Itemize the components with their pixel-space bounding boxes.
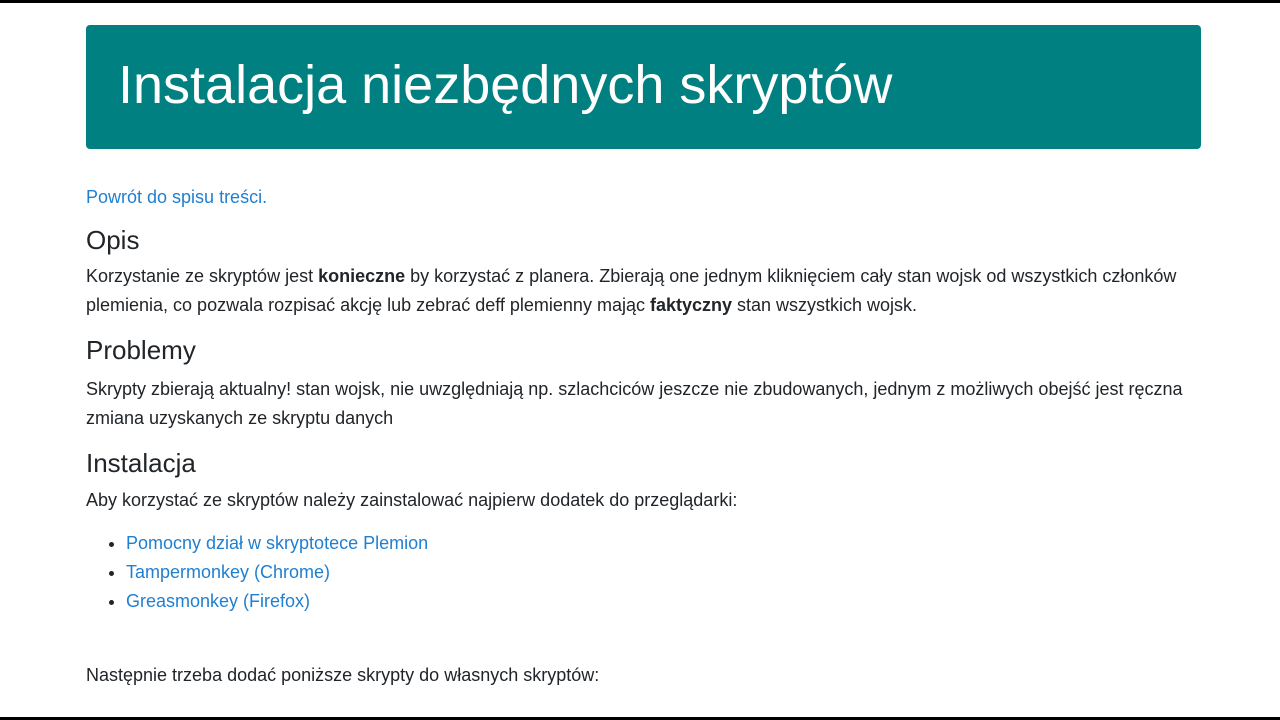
- opis-bold-konieczne: konieczne: [318, 266, 406, 286]
- list-item: [126, 529, 1201, 558]
- opis-bold-faktyczny: faktyczny: [649, 295, 733, 315]
- page-header-banner: [86, 25, 1201, 149]
- back-to-toc-link[interactable]: Powrót do spisu treści.: [86, 187, 268, 207]
- section-heading-instalacja: Instalacja: [86, 448, 196, 478]
- list-item: [126, 558, 1201, 587]
- page-container: [86, 25, 1201, 690]
- link-skryptoteka-plemion[interactable]: Pomocny dział w skryptotece Plemion: [126, 533, 429, 553]
- opis-text-part-2: by korzystać z planera. Zbierają one jednym kliknięciem cały stan wojsk od wszystkich członków plemienia, co pozwala rozpisać akcję lub zebrać deff plemienny mając: [86, 266, 1177, 315]
- page-title: Instalacja niezbędnych skryptów: [118, 55, 893, 115]
- opis-text-part-1: Korzystanie ze skryptów jest: [86, 266, 319, 286]
- link-tampermonkey-chrome[interactable]: Tampermonkey (Chrome): [126, 562, 331, 582]
- opis-text-part-3: stan wszystkich wojsk.: [732, 295, 918, 315]
- list-item: [126, 587, 1201, 616]
- addon-links-list: [86, 529, 1201, 616]
- section-heading-problemy: Problemy: [86, 335, 196, 365]
- section-text-problemy: Skrypty zbierają aktualny! stan wojsk, nie uwzględniają np. szlachciców jeszcze nie zbudowanych, jednym z możliwych obejść jest ręczna zmiana uzyskanych ze skryptu danych: [86, 379, 1183, 428]
- section-text-opis: [86, 262, 1201, 320]
- section-heading-opis: Opis: [86, 225, 140, 255]
- section-text-instalacja: Aby korzystać ze skryptów należy zainstalować najpierw dodatek do przeglądarki:: [86, 490, 738, 510]
- link-greasmonkey-firefox[interactable]: Greasmonkey (Firefox): [126, 591, 311, 611]
- section-text-next-step: Następnie trzeba dodać poniższe skrypty do własnych skryptów:: [86, 665, 600, 685]
